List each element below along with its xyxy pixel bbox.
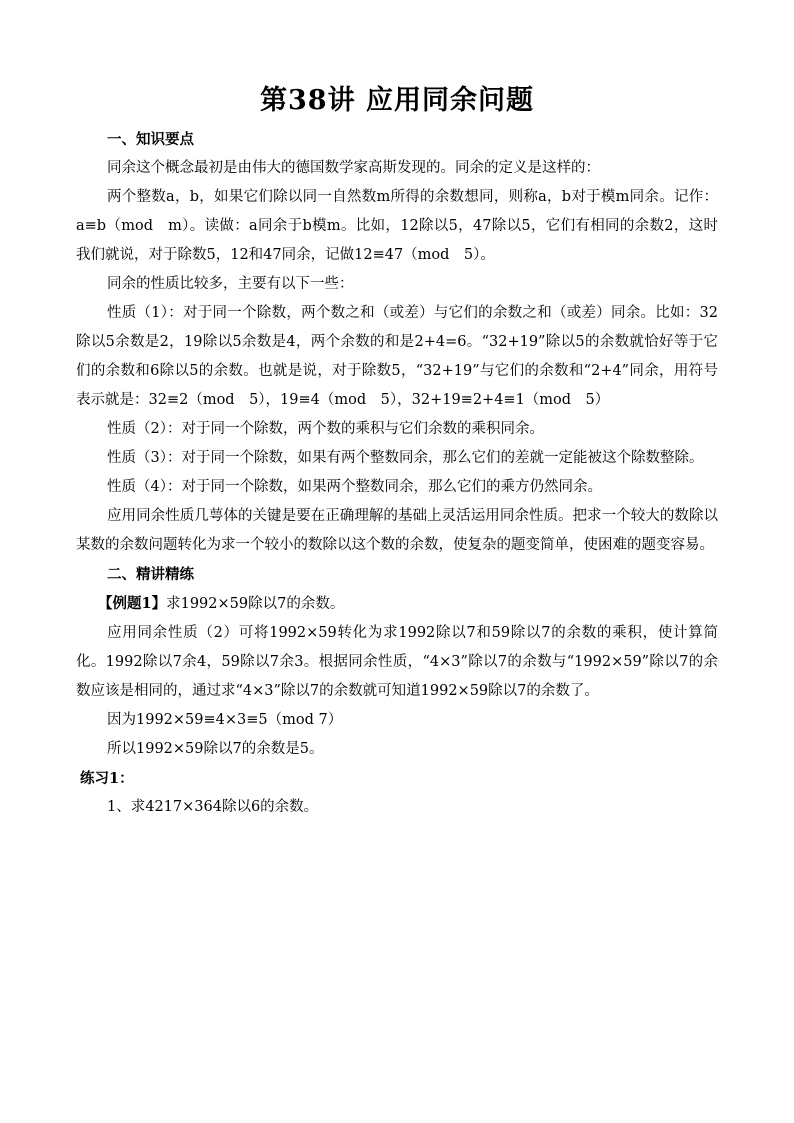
paragraph: 性质（4）：对于同一个除数，如果两个整数同余，那么它们的乘方仍然同余。: [107, 479, 602, 495]
example-text: 求1992×59除以7的余数。: [166, 596, 345, 612]
paragraph: 同余的性质比较多，主要有以下一些：: [107, 276, 354, 292]
paragraph: 两个整数a，b，如果它们除以同一自然数m所得的余数想同，则称a，b对于模m同余。记作：a≡b（mod m）。读做：a同余于b模m。比如，12除以5，47除以5，它们有相同的余数2，这时我们就说，对于除数5，12和47同余，记做12≡47（mod 5）。: [76, 189, 718, 263]
paragraph: 同余这个概念最初是由伟大的德国数学家高斯发现的。同余的定义是这样的：: [107, 160, 600, 176]
section-heading-knowledge: 一、知识要点: [107, 131, 194, 148]
practice-heading: 练习1：: [80, 770, 134, 787]
paragraph: 性质（1）：对于同一个除数，两个数之和（或差）与它们的余数之和（或差）同余。比如：32除以5余数是2，19除以5余数是4，两个余数的和是2+4=6。“32+19”除以5的余数就恰好等于它们的余数和6除以5的余数。也就是说，对于除数5，“32+19”与它们的余数和“2+4”同余，用符号表示就是：32≡2（mod 5），19≡4（mod 5），32+19≡2+4≡1（mod 5）: [76, 305, 718, 408]
paragraph: 性质（3）：对于同一个除数，如果有两个整数同余，那么它们的差就一定能被这个除数整除。: [107, 450, 704, 466]
paragraph: 因为1992×59≡4×3≡5（mod 7）: [107, 712, 343, 728]
paragraph: 所以1992×59除以7的余数是5。: [107, 741, 324, 757]
section-heading-practice-explained: 二、精讲精练: [107, 566, 194, 583]
example-tag: 【例题1】: [98, 595, 167, 612]
page-title: 第38讲 应用同余问题: [260, 85, 534, 116]
practice-item: 1、求4217×364除以6的余数。: [107, 799, 319, 815]
paragraph: 应用同余性质几萼体的关键是要在正确理解的基础上灵活运用同余性质。把求一个较大的数除以某数的余数问题转化为求一个较小的数除以这个数的余数，使复杂的题变简单，使困难的题变容易。: [76, 508, 718, 553]
paragraph: 应用同余性质（2）可将1992×59转化为求1992除以7和59除以7的余数的乘积，使计算简化。1992除以7余4，59除以7余3。根据同余性质，“4×3”除以7的余数与“1992×59”除以7的余数应该是相同的，通过求“4×3”除以7的余数就可知道1992×59除以7的余数了。: [76, 625, 718, 699]
paragraph: 性质（2）：对于同一个除数，两个数的乘积与它们余数的乘积同余。: [107, 421, 544, 437]
example-line: [76, 589, 718, 619]
